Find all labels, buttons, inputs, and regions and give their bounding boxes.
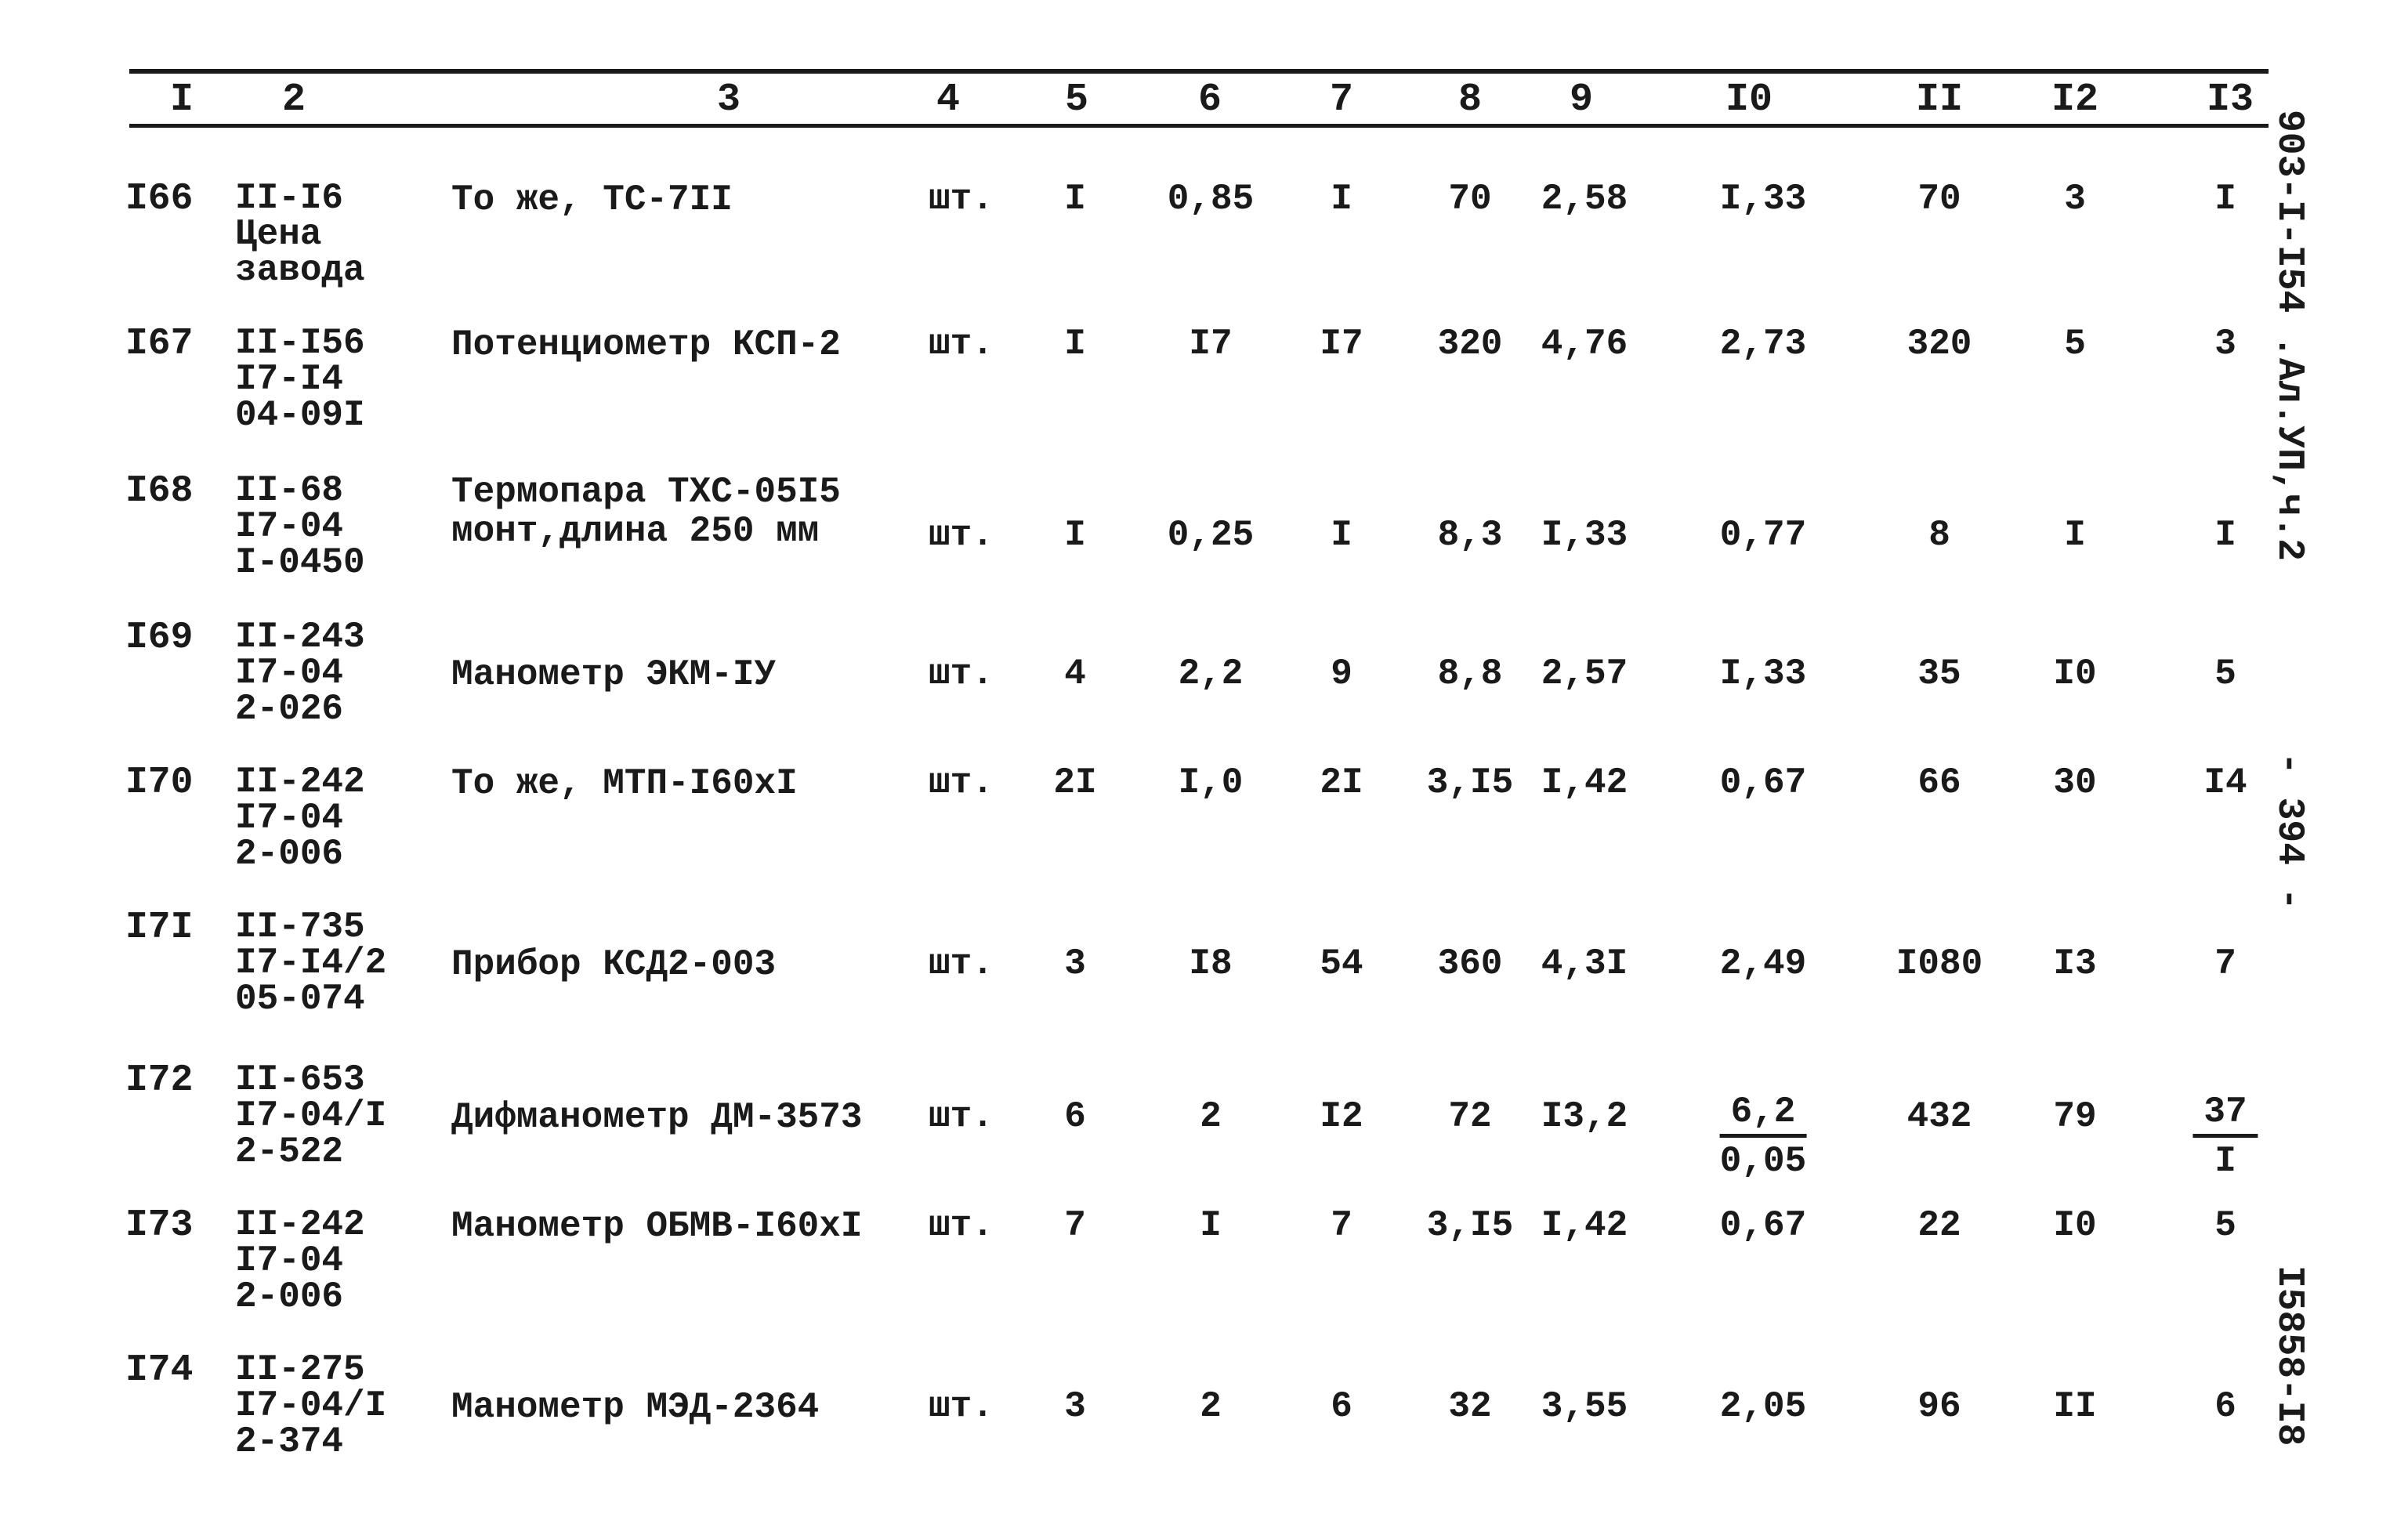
cell-col10: 2,49 (1719, 943, 1807, 984)
column-header-9: 9 (1569, 78, 1594, 122)
price-code-line: II-242 (235, 1204, 365, 1245)
cell-col6: 2 (1200, 1386, 1222, 1427)
price-code-line: 2-006 (235, 834, 344, 874)
item-name-line: Дифманометр ДМ-3573 (451, 1097, 863, 1138)
quantity-cell: 3 (1064, 943, 1086, 984)
cell-col10: 2,73 (1719, 324, 1807, 364)
cell-col12: 5 (2064, 324, 2086, 364)
cell-col7: 2I (1320, 762, 1363, 803)
cell-col12: 30 (2053, 762, 2097, 803)
quantity-cell: 4 (1064, 654, 1086, 694)
cell-col11: 70 (1917, 179, 1961, 219)
cell-col10: I,33 (1719, 654, 1807, 694)
cell-col6: I (1200, 1205, 1222, 1246)
price-code-line: 04-09I (235, 395, 365, 436)
cell-col6: I7 (1189, 324, 1233, 364)
price-code-line: I7-04 (235, 653, 344, 693)
cell-col6: 2 (1200, 1096, 1222, 1137)
price-code-line: II-653 (235, 1059, 365, 1100)
cell-col9: 2,58 (1541, 179, 1628, 219)
quantity-cell: 3 (1064, 1386, 1086, 1427)
quantity-cell: 2I (1053, 762, 1097, 803)
price-code-line: I7-04 (235, 506, 344, 547)
cell-col7: I (1331, 515, 1352, 556)
cell-col8: 3,I5 (1426, 1205, 1514, 1246)
cell-col12: 79 (2053, 1096, 2097, 1137)
item-name-line: Термопара ТХС-05I5 (451, 472, 841, 512)
cell-col8: 320 (1437, 324, 1503, 364)
cell-col13: 6 (2214, 1386, 2236, 1427)
cell-col13: 5 (2214, 654, 2236, 694)
unit-cell: шт. (929, 943, 994, 984)
price-code-line: II-68 (235, 470, 344, 511)
unit-cell: шт. (929, 179, 994, 219)
item-name-line: Манометр МЭД-2364 (451, 1387, 820, 1428)
cell-col11: 35 (1917, 654, 1961, 694)
item-name-line: Прибор КСД2-003 (451, 944, 777, 985)
cell-col12: I0 (2053, 654, 2097, 694)
row-number: I70 (125, 762, 194, 804)
price-code-line: II-I6 (235, 178, 344, 219)
header-rule (129, 124, 2269, 128)
price-code-line: II-I56 (235, 323, 365, 364)
cell-col11: 96 (1917, 1386, 1961, 1427)
row-number: I73 (125, 1204, 194, 1247)
row-number: I72 (125, 1059, 194, 1102)
column-header-7: 7 (1329, 78, 1354, 122)
margin-page-number: - 394 - (2268, 752, 2310, 911)
cell-col8: 8,3 (1437, 515, 1503, 556)
cell-col6: 0,25 (1167, 515, 1255, 556)
cell-col8: 32 (1448, 1386, 1492, 1427)
price-code-line: 2-374 (235, 1421, 344, 1462)
cell-col10: 0,67 (1719, 762, 1807, 803)
row-number: I74 (125, 1349, 194, 1392)
cell-col7: 7 (1331, 1205, 1352, 1246)
item-name-line: То же, МТП-I60хI (451, 763, 798, 804)
cell-col10: 2,05 (1719, 1386, 1807, 1427)
price-code-line: II-275 (235, 1349, 365, 1390)
cell-col9: I3,2 (1541, 1096, 1628, 1137)
price-code-line: I7-04/I (235, 1385, 387, 1426)
column-header-13: I3 (2206, 78, 2254, 122)
price-code-line: 05-074 (235, 979, 365, 1019)
item-name-line: Манометр ЭКМ-IУ (451, 654, 777, 695)
cell-col10: 0,67 (1719, 1205, 1807, 1246)
price-code-line: I7-04/I (235, 1095, 387, 1136)
price-code-line: 2-006 (235, 1276, 344, 1317)
price-code-line: I7-04 (235, 1240, 344, 1281)
price-code-line: I7-04 (235, 798, 344, 838)
quantity-cell: 7 (1064, 1205, 1086, 1246)
cell-col8: 8,8 (1437, 654, 1503, 694)
column-header-3: 3 (716, 78, 741, 122)
unit-cell: шт. (929, 654, 994, 694)
fraction-denominator: 0,05 (1719, 1141, 1807, 1182)
column-header-11: II (1915, 78, 1964, 122)
unit-cell: шт. (929, 762, 994, 803)
cell-col9: 4,3I (1541, 943, 1628, 984)
fraction-cell-col13 (2193, 1092, 2258, 1182)
price-code-line: 2-522 (235, 1131, 344, 1172)
price-code-line: I7-I4 (235, 359, 344, 400)
unit-cell: шт. (929, 1386, 994, 1427)
cell-col12: II (2053, 1386, 2097, 1427)
quantity-cell: 6 (1064, 1096, 1086, 1137)
price-code-line: II-242 (235, 762, 365, 802)
cell-col8: 70 (1448, 179, 1492, 219)
cell-col6: 0,85 (1167, 179, 1255, 219)
cell-col8: 3,I5 (1426, 762, 1514, 803)
unit-cell: шт. (929, 515, 994, 556)
row-number: I67 (125, 323, 194, 365)
price-code-line: Цена (235, 214, 322, 255)
cell-col11: I080 (1896, 943, 1983, 984)
margin-sheet-code: I5858-I8 (2268, 1265, 2310, 1446)
cell-col12: I (2064, 515, 2086, 556)
quantity-cell: I (1064, 515, 1086, 556)
column-header-5: 5 (1064, 78, 1089, 122)
column-header-8: 8 (1457, 78, 1483, 122)
cell-col13: 7 (2214, 943, 2236, 984)
row-number: I69 (125, 617, 194, 659)
cell-col9: 3,55 (1541, 1386, 1628, 1427)
price-code-line: I7-I4/2 (235, 943, 387, 983)
cell-col9: I,33 (1541, 515, 1628, 556)
cell-col13: 5 (2214, 1205, 2236, 1246)
item-name-line: То же, ТС-7II (451, 179, 733, 220)
item-name-line: Потенциометр КСП-2 (451, 324, 841, 365)
column-header-2: 2 (281, 78, 306, 122)
cell-col7: 9 (1331, 654, 1352, 694)
column-header-6: 6 (1197, 78, 1222, 122)
item-name-line: монт,длина 250 мм (451, 511, 820, 552)
fraction-numerator: 6,2 (1720, 1092, 1807, 1138)
column-header-4: 4 (936, 78, 961, 122)
top-rule (129, 69, 2269, 74)
cell-col12: 3 (2064, 179, 2086, 219)
price-code-line: I-0450 (235, 542, 365, 583)
cell-col11: 66 (1917, 762, 1961, 803)
unit-cell: шт. (929, 1096, 994, 1137)
unit-cell: шт. (929, 1205, 994, 1246)
row-number: I68 (125, 470, 194, 512)
cell-col13: I (2214, 179, 2236, 219)
cell-col10: I,33 (1719, 179, 1807, 219)
cell-col12: I3 (2053, 943, 2097, 984)
cell-col9: 4,76 (1541, 324, 1628, 364)
cell-col6: I,0 (1178, 762, 1244, 803)
quantity-cell: I (1064, 324, 1086, 364)
cell-col11: 320 (1906, 324, 1972, 364)
cell-col11: 432 (1906, 1096, 1972, 1137)
margin-doc-code: 903-I-I54 .Ал.УП,ч.2 (2268, 110, 2310, 562)
cell-col13: I4 (2203, 762, 2247, 803)
cell-col13: I (2214, 515, 2236, 556)
cell-col12: I0 (2053, 1205, 2097, 1246)
item-name-line: Манометр ОБМВ-I60хI (451, 1206, 863, 1247)
fraction-denominator: I (2214, 1141, 2236, 1182)
row-number: I7I (125, 907, 194, 949)
fraction-cell-col10 (1720, 1092, 1807, 1182)
price-code-line: II-243 (235, 617, 365, 657)
column-header-12: I2 (2051, 78, 2099, 122)
cell-col9: I,42 (1541, 762, 1628, 803)
cell-col6: I8 (1189, 943, 1233, 984)
quantity-cell: I (1064, 179, 1086, 219)
cell-col9: 2,57 (1541, 654, 1628, 694)
cell-col7: I7 (1320, 324, 1363, 364)
cell-col8: 360 (1437, 943, 1503, 984)
cell-col6: 2,2 (1178, 654, 1244, 694)
column-header-1: I (169, 78, 194, 122)
cell-col11: 8 (1928, 515, 1950, 556)
cell-col13: 3 (2214, 324, 2236, 364)
column-header-10: I0 (1725, 78, 1773, 122)
fraction-numerator: 37 (2193, 1092, 2258, 1138)
cell-col11: 22 (1917, 1205, 1961, 1246)
cell-col7: 54 (1320, 943, 1363, 984)
price-code-line: 2-026 (235, 689, 344, 730)
price-code-line: II-735 (235, 907, 365, 947)
cell-col7: 6 (1331, 1386, 1352, 1427)
cell-col7: I (1331, 179, 1352, 219)
cell-col9: I,42 (1541, 1205, 1628, 1246)
cell-col7: I2 (1320, 1096, 1363, 1137)
cell-col10: 0,77 (1719, 515, 1807, 556)
price-code-line: завода (235, 250, 365, 291)
cell-col8: 72 (1448, 1096, 1492, 1137)
row-number: I66 (125, 178, 194, 220)
unit-cell: шт. (929, 324, 994, 364)
